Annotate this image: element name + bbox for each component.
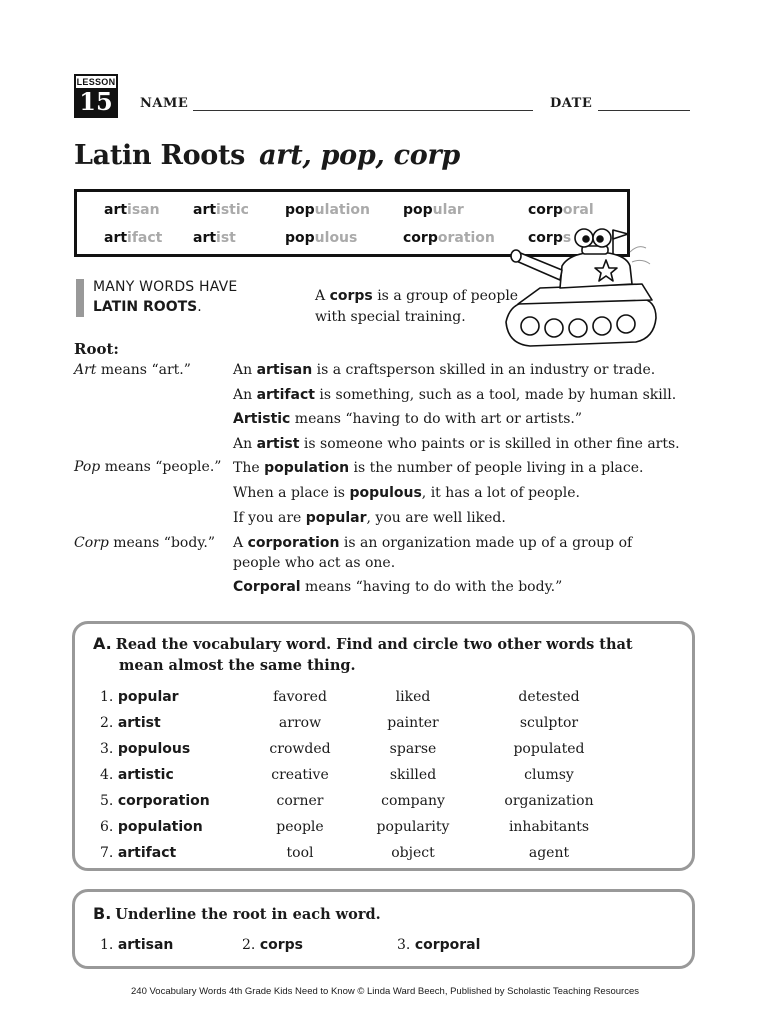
option-word[interactable]: arrow	[278, 715, 322, 731]
word-box-item: artist	[193, 230, 236, 246]
word-box-item: artistic	[193, 202, 249, 218]
explanation: An artisan is a craftsperson skilled in an industry or trade.	[233, 362, 656, 378]
exercise-row-word: 5. corporation	[100, 793, 210, 809]
option-word[interactable]: inhabitants	[508, 819, 590, 835]
exercise-row-word: 1. popular	[100, 689, 179, 705]
option-word[interactable]: populated	[513, 741, 585, 757]
lesson-number: 15	[79, 87, 113, 116]
word-box-item: corporal	[528, 202, 594, 218]
option-word[interactable]: popularity	[376, 819, 450, 835]
explanation: A corporation is an organization made up of a group of people who act as one.	[233, 535, 633, 571]
word-box-item: artifact	[104, 230, 163, 246]
exercise-b-item[interactable]: 3. corporal	[397, 937, 481, 953]
corps-note: A corps is a group of people with special training.	[315, 288, 519, 325]
exercise-row-word: 2. artist	[100, 715, 161, 731]
explanation: An artist is someone who paints or is skilled in other fine arts.	[233, 436, 680, 452]
option-word[interactable]: object	[391, 845, 435, 861]
option-word[interactable]: liked	[395, 689, 431, 705]
name-field-line[interactable]	[193, 110, 533, 111]
option-word[interactable]: clumsy	[524, 767, 574, 783]
root-definition: Pop means “people.”	[74, 459, 222, 475]
word-box-item: corporation	[403, 230, 495, 246]
root-heading: Root:	[74, 340, 119, 358]
root-definition: Art means “art.”	[74, 362, 191, 378]
word-box-item: artisan	[104, 202, 160, 218]
explanation: Corporal means “having to do with the body.”	[233, 579, 563, 595]
option-word[interactable]: skilled	[389, 767, 437, 783]
exercise-b-item[interactable]: 2. corps	[242, 937, 303, 953]
exercise-row-word: 4. artistic	[100, 767, 174, 783]
exercise-b-box	[72, 889, 695, 969]
lesson-label: LESSON	[76, 77, 116, 87]
word-box-item: populous	[285, 230, 358, 246]
tank-icon	[500, 222, 660, 362]
explanation: An artifact is something, such as a tool, made by human skill.	[233, 387, 677, 403]
date-field-line[interactable]	[598, 110, 690, 111]
exercise-row-word: 6. population	[100, 819, 203, 835]
page-title	[74, 140, 460, 171]
exercise-b-item[interactable]: 1. artisan	[100, 937, 174, 953]
footer-credit: 240 Vocabulary Words 4th Grade Kids Need to Know © Linda Ward Beech, Published by Scholastic Teaching Resources	[131, 986, 639, 997]
lesson-badge	[74, 74, 118, 118]
option-word[interactable]: tool	[286, 845, 314, 861]
word-box-item: corps	[528, 230, 572, 246]
option-word[interactable]: creative	[271, 767, 329, 783]
title-main: Latin Roots	[74, 140, 246, 171]
exercise-row-word: 3. populous	[100, 741, 191, 757]
word-box-item: popular	[403, 202, 464, 218]
callout-line-1: MANY WORDS HAVE	[93, 279, 238, 295]
option-word[interactable]: people	[276, 819, 324, 835]
explanation: If you are popular, you are well liked.	[233, 510, 506, 526]
callout-bar	[76, 279, 84, 317]
explanation: When a place is populous, it has a lot of people.	[233, 485, 580, 501]
callout-line-2: LATIN ROOTS.	[93, 299, 202, 315]
option-word[interactable]: organization	[504, 793, 594, 809]
option-word[interactable]: corner	[276, 793, 324, 809]
name-label: NAME	[140, 96, 189, 111]
root-definition: Corp means “body.”	[74, 535, 215, 551]
option-word[interactable]: detested	[518, 689, 580, 705]
exercise-b-instructions: B. Underline the root in each word.	[93, 904, 381, 923]
explanation: The population is the number of people living in a place.	[233, 460, 644, 476]
option-word[interactable]: agent	[528, 845, 570, 861]
option-word[interactable]: sculptor	[519, 715, 579, 731]
word-box-item: population	[285, 202, 370, 218]
title-roots: art, pop, corp	[259, 140, 460, 171]
option-word[interactable]: favored	[273, 689, 327, 705]
option-word[interactable]: crowded	[269, 741, 331, 757]
option-word[interactable]: sparse	[389, 741, 437, 757]
exercise-row-word: 7. artifact	[100, 845, 177, 861]
date-label: DATE	[550, 96, 593, 111]
exercise-a-instructions: A. Read the vocabulary word. Find and circle two other words that mean almost the same thing.	[93, 634, 633, 674]
option-word[interactable]: painter	[387, 715, 439, 731]
option-word[interactable]: company	[381, 793, 445, 809]
explanation: Artistic means “having to do with art or artists.”	[233, 411, 583, 427]
